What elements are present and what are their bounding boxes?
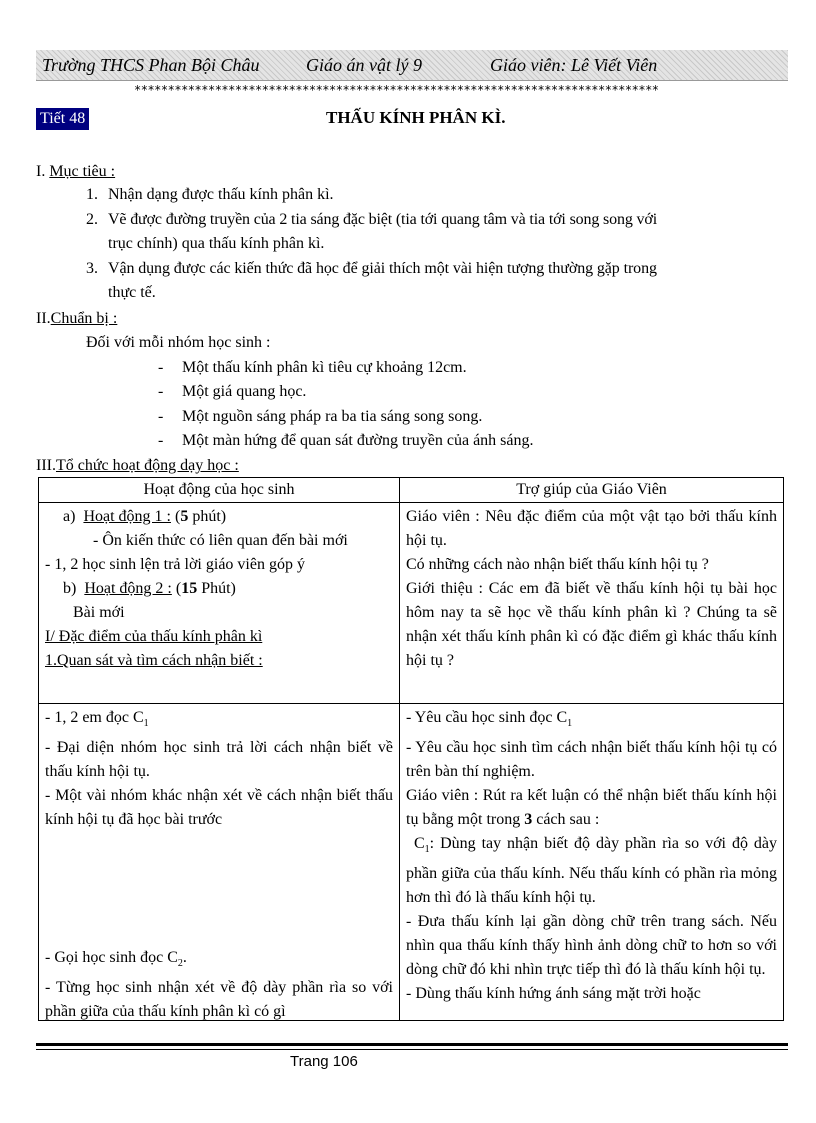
s2-dash-3: - xyxy=(158,408,164,425)
hs-r2-p3: - Từng học sinh nhận xét về độ dày phần rìa so với phần giữa của thấu kính phân kì có gì xyxy=(45,979,393,1021)
r1-teacher-cell xyxy=(400,503,784,704)
part-1-heading: 1.Quan sát và tìm cách nhận biết : xyxy=(45,652,263,669)
r1-students-cell xyxy=(39,503,400,704)
header-school: Trường THCS Phan Bội Châu xyxy=(42,55,260,75)
activity-table xyxy=(38,477,784,1021)
page-header xyxy=(36,50,788,81)
section1-heading: I. Mục tiêu : xyxy=(36,163,116,180)
hd1-heading: a) Hoạt động 1 : (5 phút) xyxy=(63,508,227,525)
hd1-response: - 1, 2 học sinh lện trả lời giáo viên góp ý xyxy=(45,556,305,573)
lesson-title: THẤU KÍNH PHÂN KÌ. xyxy=(326,108,506,127)
s2-dash-2: - xyxy=(158,383,164,400)
gv-read-c1: - Yêu cầu học sinh đọc $C_1$ xyxy=(406,709,573,730)
new-lesson-label: Bài mới xyxy=(73,604,125,621)
hs-r2-p2: - Một vài nhóm khác nhận xét về cách nhận biết thấu kính hội tụ đã học bài trước xyxy=(45,787,393,829)
hd2-heading: b) Hoạt động 2 : (15 Phút) xyxy=(63,580,236,597)
hs-r2-p1: - Đại diện nhóm học sinh trả lời cách nhận biết về thấu kính hội tụ. xyxy=(45,739,393,781)
s1-item2-number: 2. xyxy=(86,211,98,228)
header-stars: ****************************************************************************** xyxy=(134,83,659,97)
s1-item3-line1: Vận dụng được các kiến thức đã học để giải thích một vài hiện tượng thường gặp trong xyxy=(108,260,657,277)
gv-r2-p4: - Dùng thấu kính hứng ánh sáng mặt trời hoặc xyxy=(406,985,701,1003)
table-row xyxy=(39,503,784,704)
footer-rule-thin xyxy=(36,1049,788,1050)
s1-item1-text: Nhận dạng được thấu kính phân kì. xyxy=(108,186,334,203)
page-number: Trang 106 xyxy=(290,1053,358,1070)
gv-r2-p2: Giáo viên : Rút ra kết luận có thể nhận biết thấu kính hội tụ bằng một trong 3 cách sau : xyxy=(406,787,777,829)
table-row xyxy=(39,704,784,1021)
col-header-students: Hoạt động của học sinh xyxy=(39,478,400,503)
hd1-desc: - Ôn kiến thức có liên quan đến bài mới xyxy=(93,532,348,549)
header-teacher: Giáo viên: Lê Viết Viên xyxy=(490,55,658,75)
table-header-row xyxy=(39,478,784,503)
gv-r1-p2: Có những cách nào nhận biết thấu kính hội tụ ? xyxy=(406,556,709,573)
s1-item2-line1: Vẽ được đường truyền của 2 tia sáng đặc biệt (tia tới quang tâm và tia tới song song với xyxy=(108,211,657,228)
s2-dash-4: - xyxy=(158,432,164,449)
hs-read-c2: - Gọi học sinh đọc $C_2$. xyxy=(45,949,187,970)
s2-item-4: Một màn hứng để quan sát đường truyền của ánh sáng. xyxy=(182,432,534,449)
col-header-teacher: Trợ giúp của Giáo Viên xyxy=(400,478,784,503)
s2-item-3: Một nguồn sáng pháp ra ba tia sáng song song. xyxy=(182,408,483,425)
s2-dash-1: - xyxy=(158,359,164,376)
s1-item3-number: 3. xyxy=(86,260,98,277)
section2-heading: II.Chuẩn bị : xyxy=(36,310,118,327)
hs-read-c1: - 1, 2 em đọc $C_1$ xyxy=(45,709,149,730)
gv-r2-p3: - Đưa thấu kính lại gần dòng chữ trên trang sách. Nếu nhìn qua thấu kính thấy hình ảnh dòng chữ to hơn so với dòng chữ đó khi nhìn trực tiếp thì đó là thấu kính hội tụ. xyxy=(406,913,777,979)
gv-r1-p1: Giáo viên : Nêu đặc điểm của một vật tạo bởi thấu kính hội tụ. xyxy=(406,508,777,549)
gv-r2-p1: - Yêu cầu học sinh tìm cách nhận biết thấu kính hội tụ có trên bàn thí nghiệm. xyxy=(406,739,777,781)
gv-r1-p3: Giới thiệu : Các em đã biết về thấu kính hội tụ bài học hôm nay ta sẽ học về thấu kính phân kì ? Chúng ta sẽ nhận xét thấu kính phân kì có đặc điểm gì khác thấu kính hội tụ ? xyxy=(406,580,777,669)
gv-c1-method: $C_1$: Dùng tay nhận biết độ dày phần rìa so với độ dày phần giữa của thấu kính. Nếu thấu kính có phần rìa mỏng hơn thì đó là thấu kính hội tụ. xyxy=(406,835,777,907)
s1-item1-number: 1. xyxy=(86,186,98,203)
footer-rule-thick xyxy=(36,1043,788,1046)
section3-heading: III.Tổ chức hoạt động dạy học : xyxy=(36,457,239,474)
s2-item-2: Một giá quang học. xyxy=(182,383,307,400)
s2-item-1: Một thấu kính phân kì tiêu cự khoảng 12cm. xyxy=(182,359,467,376)
part-I-heading: I/ Đặc điểm của thấu kính phân kì xyxy=(45,628,263,645)
header-subject: Giáo án vật lý 9 xyxy=(306,55,422,75)
section2-intro: Đối với mỗi nhóm học sinh : xyxy=(86,334,271,351)
lesson-number-badge: Tiết 48 xyxy=(36,108,89,130)
r2-students-cell xyxy=(39,704,400,1021)
s1-item3-line2: thực tế. xyxy=(108,284,156,301)
s1-item2-line2: trục chính) qua thấu kính phân kì. xyxy=(108,235,325,252)
hs-r2-bottom xyxy=(45,946,393,1024)
r2-teacher-cell xyxy=(400,704,784,1021)
